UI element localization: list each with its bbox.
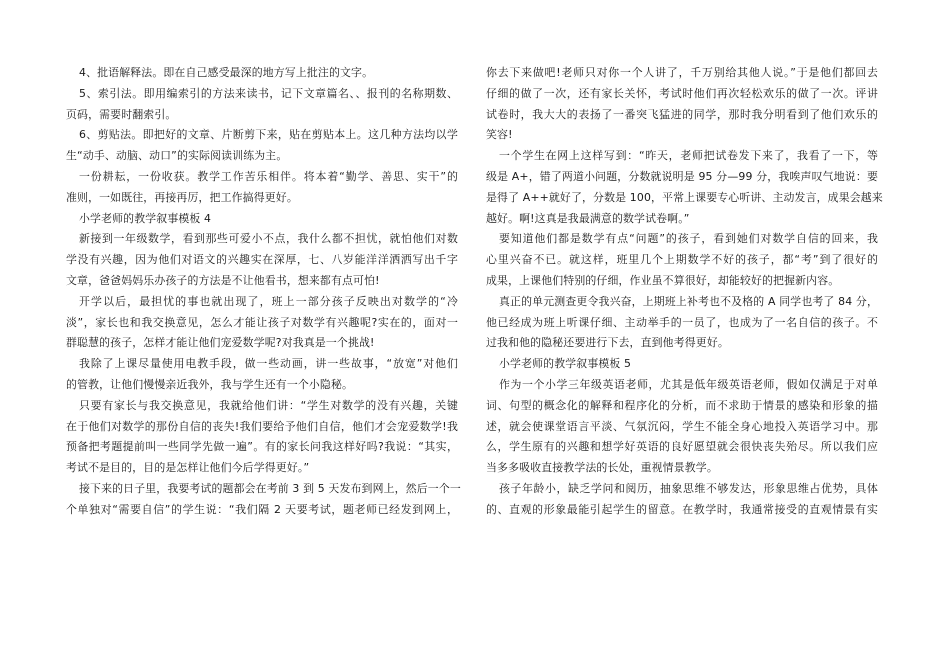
text-line: 的管教，让他们慢慢亲近我外，我与学生还有一个小隐秘。 [66,377,354,391]
text-line: 级是 A+，错了两道小问题，分数就说明是 95 分—99 分，我唉声叹气地说：要 [486,169,878,183]
text-line: 群聪慧的孩子，怎样才能让他们宠爱数学呢?对我真是一个挑战! [66,336,375,350]
text-line: 预备把考题提前叫一些同学先做一遍”。有的家长问我这样好吗?我说：“其实， [66,440,458,454]
left-text-column [66,63,461,521]
text-line: 他已经成为班上听课仔细、主动举手的一员了，也成为了一名自信的孩子。不 [486,315,878,329]
text-line: 仔细的做了一次，还有家长关怀，考试时他们再次轻松欢乐的做了一次。评讲 [486,86,878,100]
text-line: 么，学生原有的兴趣和想学好英语的良好愿望就会很快丧失殆尽。所以我们应 [486,440,878,454]
text-line: 只要有家长与我交换意见，我就给他们讲：“学生对数学的没有兴趣，关键 [79,398,458,412]
text-line: 5、索引法。即用编索引的方法来读书，记下文章篇名、、报刊的名称期数、 [79,86,458,100]
text-line: 成果，上课他们特别的仔细，作业虽不算很好，却能较好的把握新内容。 [486,273,840,287]
text-line: 准则，一如既往，再接再厉，把工作搞得更好。 [66,190,298,204]
text-line: 开学以后，最担忧的事也就出现了，班上一部分孩子反映出对数学的“冷 [79,294,458,308]
text-line: 淡”，家长也和我交换意见，怎么才能让孩子对数学有兴趣呢?实在的，面对一 [66,315,458,329]
text-line: 越好。啊!这真是我最满意的数学试卷啊。” [486,211,690,225]
text-line: 心里兴奋不已。就这样，班里几个上期数学不好的孩子，都“考”到了很好的 [486,253,878,267]
section-heading: 小学老师的教学叙事模板 4 [79,211,212,225]
text-line: 新接到一年级数学，看到那些可爱小不点，我什么都不担忧，就怕他们对数 [79,232,458,246]
text-line: 的、直观的形象最能引起学生的留意。在教学时，我通常接受的直观情景有实 [486,502,878,516]
text-line: 笑容! [486,128,513,142]
text-line: 考试不是目的，目的是怎样让他们今后学得更好。” [66,461,310,475]
text-line: 孩子年龄小，缺乏学问和阅历，抽象思维不够发达，形象思维占优势，具体 [499,481,878,495]
text-line: 4、批语解释法。即在自己感受最深的地方写上批注的文字。 [79,66,374,79]
right-text-column [486,63,883,521]
text-line: 要知道他们都是数学有点“问题”的孩子，看到她们对数学自信的回来，我 [499,232,878,246]
text-line: 述，就会使课堂语言平淡、气氛沉闷，学生不能全身心地投入英语学习中。那 [486,419,878,433]
text-line: 词、句型的概念化的解释和程序化的分析，而不求助于情景的感染和形象的描 [486,398,878,412]
text-line: 学没有兴趣，因为他们对语文的兴趣实在深厚，七、八岁能洋洋洒洒写出千字 [66,253,458,267]
text-line: 过我和他的隐秘还要进行下去，直到他考得更好。 [486,336,729,350]
text-line: 生“动手、动脑、动口”的实际阅读训练为主。 [66,149,288,163]
text-line: 试卷时，我大大的表扬了一番突飞猛进的同学，那时我分明看到了他们欢乐的 [486,107,878,121]
text-line: 一个学生在网上这样写到：“昨天，老师把试卷发下来了，我看了一下，等 [499,149,878,163]
text-line: 在于他们对数学的那份自信的丧失!我们要给予他们自信，他们才会宠爱数学!我 [66,419,458,433]
text-line: 文章，爸爸妈妈乐办孩子的方法是不让他看书，想来都有点可怕! [66,273,380,287]
text-line: 你去下来做吧!老师只对你一个人讲了，千万别给其他人说。”于是他们都回去 [486,66,878,79]
text-line: 接下来的日子里，我要考试的题都会在考前 3 到 5 天发布到网上，然后一个一 [79,481,461,495]
text-line: 个单独对“需要自信”的学生说：“我们隔 2 天要考试，题老师已经发到网上， [66,502,458,516]
text-line: 真正的单元测查更令我兴奋，上期班上补考也不及格的 A 同学也考了 84 分， [499,294,878,308]
text-line: 页码，需要时翻索引。 [66,107,177,121]
section-heading: 小学老师的教学叙事模板 5 [499,357,632,371]
text-line: 我除了上课尽量使用电教手段，做一些动画，讲一些故事，“放宽”对他们 [79,357,458,371]
text-line: 作为一个小学三年级英语老师，尤其是低年级英语老师，假如仅满足于对单 [499,377,878,391]
text-line: 6、剪贴法。即把好的文章、片断剪下来，贴在剪贴本上。这几种方法均以学 [79,128,458,142]
text-line: 一份耕耘，一份收获。教学工作苦乐相伴。将本着“勤学、善思、实干”的 [79,169,458,183]
text-line: 是得了 A++就好了，分数是 100，平常上课要专心听讲、主动发言，成果会越来 [486,190,883,204]
text-line: 当多多吸收直接教学法的长处，重视情景教学。 [486,461,718,475]
